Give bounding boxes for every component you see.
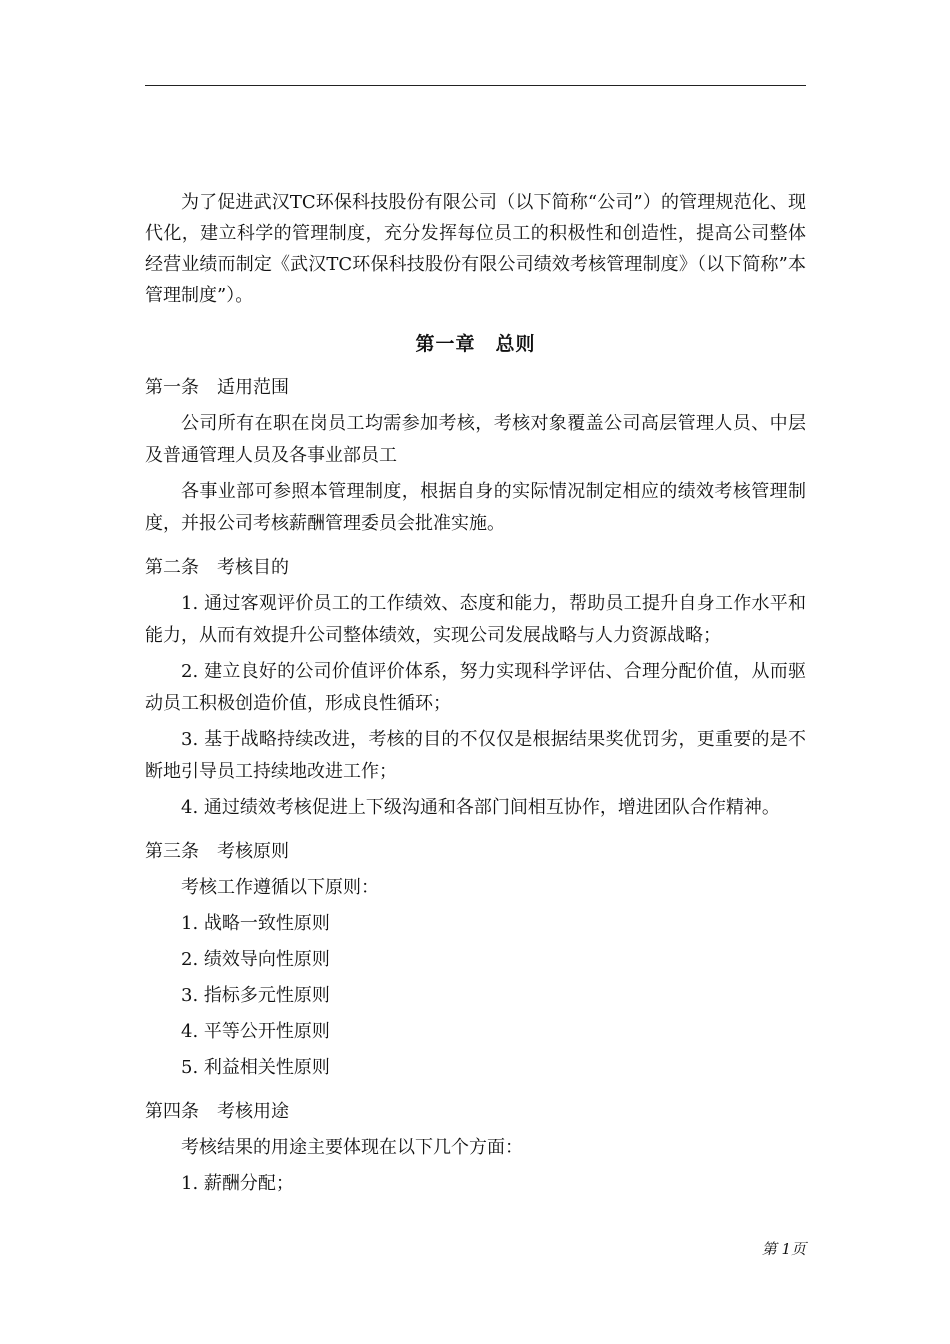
intro-paragraph: 为了促进武汉TC环保科技股份有限公司（以下简称“公司”）的管理规范化、现代化，建立科学的管理制度，充分发挥每位员工的积极性和创造性，提高公司整体经营业绩而制定《武汉TC环保科技股份有限公司绩效考核管理制度》（以下简称”本管理制度”）。	[145, 192, 806, 306]
list-item: 1. 战略一致性原则	[181, 913, 330, 934]
header-rule	[145, 85, 806, 86]
document-body	[145, 187, 806, 1200]
article-lead: 考核结果的用途主要体现在以下几个方面：	[181, 1137, 523, 1158]
list-item: 1. 薪酬分配；	[181, 1173, 294, 1194]
list-item: 4. 通过绩效考核促进上下级沟通和各部门间相互协作，增进团队合作精神。	[181, 797, 780, 818]
chapter-title: 第一章 总则	[415, 333, 536, 355]
article-paragraph: 各事业部可参照本管理制度，根据自身的实际情况制定相应的绩效考核管理制度，并报公司考核薪酬管理委员会批准实施。	[145, 481, 806, 534]
list-item: 2. 建立良好的公司价值评价体系，努力实现科学评估、合理分配价值，从而驱动员工积极创造价值，形成良性循环；	[145, 661, 806, 714]
article-heading: 第一条 适用范围	[145, 377, 289, 398]
article-heading: 第三条 考核原则	[145, 841, 289, 862]
list-item: 3. 基于战略持续改进，考核的目的不仅仅是根据结果奖优罚劣，更重要的是不断地引导员工持续地改进工作；	[145, 729, 806, 782]
page-number: 第 1页	[761, 1240, 806, 1258]
article-lead: 考核工作遵循以下原则：	[181, 877, 379, 898]
list-item: 5. 利益相关性原则	[181, 1057, 330, 1078]
article-heading: 第四条 考核用途	[145, 1101, 289, 1122]
list-item: 2. 绩效导向性原则	[181, 949, 330, 970]
article-heading: 第二条 考核目的	[145, 557, 289, 578]
article-paragraph: 公司所有在职在岗员工均需参加考核，考核对象覆盖公司高层管理人员、中层及普通管理人员及各事业部员工	[145, 413, 806, 466]
list-item: 4. 平等公开性原则	[181, 1021, 330, 1042]
list-item: 1. 通过客观评价员工的工作绩效、态度和能力，帮助员工提升自身工作水平和能力，从而有效提升公司整体绩效，实现公司发展战略与人力资源战略；	[145, 593, 806, 646]
list-item: 3. 指标多元性原则	[181, 985, 330, 1006]
